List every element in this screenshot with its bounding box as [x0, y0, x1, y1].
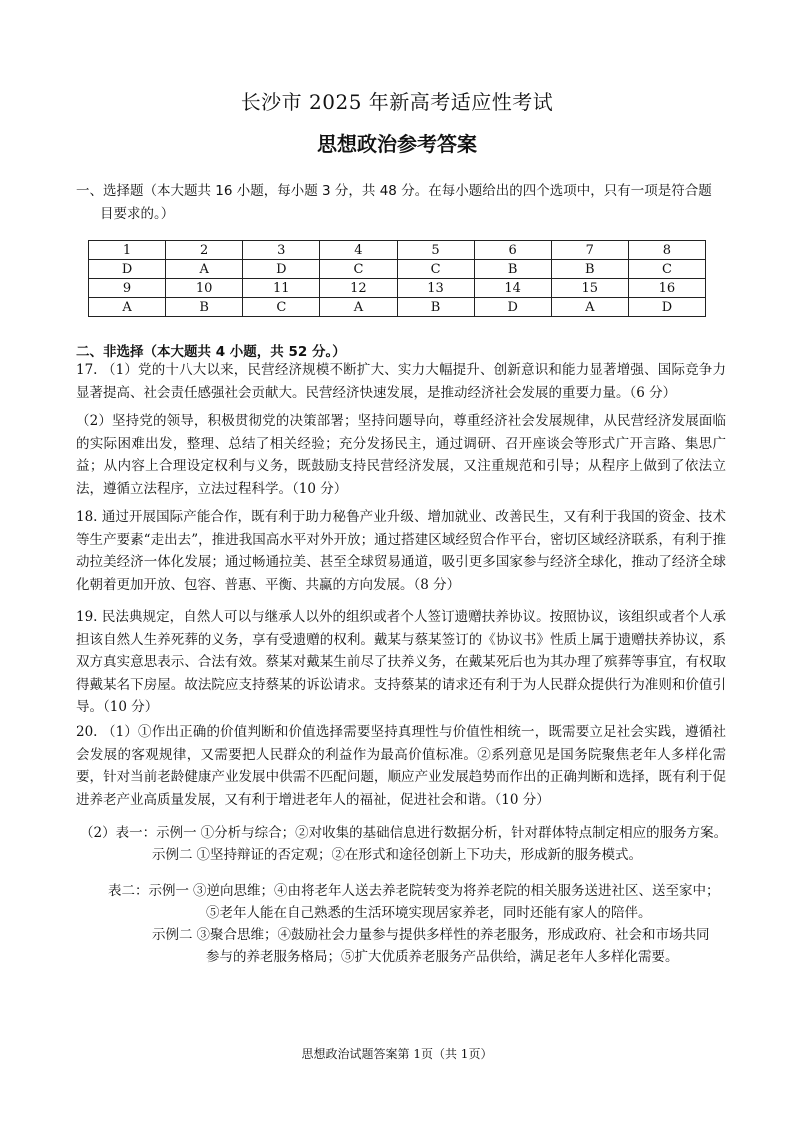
answer-row — [89, 298, 706, 317]
question-number-cell: 8 — [628, 241, 705, 260]
table2-label: 表二： — [108, 883, 149, 899]
answer-cell: C — [243, 298, 320, 317]
answer-cell: B — [474, 260, 551, 279]
table2-example1-line1: ③逆向思维；④由将老年人送去养老院转变为将养老院的相关服务送进社区、送至家中； — [193, 883, 720, 899]
question-number-cell: 9 — [89, 279, 166, 298]
answer-20-part2-table1 — [80, 822, 727, 866]
answer-cell: C — [320, 260, 397, 279]
answer-cell: A — [320, 298, 397, 317]
question-number-row — [89, 241, 706, 260]
table1-example1-text: ①分析与综合；②对收集的基础信息进行数据分析，针对群体特点制定相应的服务方案。 — [200, 825, 728, 841]
question-number-cell: 5 — [397, 241, 474, 260]
question-number-cell: 14 — [474, 279, 551, 298]
section2-heading: 二、非选择（本大题共 4 小题，共 52 分。） — [76, 344, 346, 360]
answer-cell: A — [89, 298, 166, 317]
answer-cell: A — [166, 260, 243, 279]
table1-example2-text: ①坚持辩证的否定观；②在形式和途径创新上下功夫，形成新的服务模式。 — [196, 847, 642, 863]
table2-example2-line1: ③聚合思维；④鼓励社会力量参与提供多样性的养老服务，形成政府、社会和市场共同 — [196, 927, 710, 943]
answer-cell: D — [89, 260, 166, 279]
question-number-cell: 6 — [474, 241, 551, 260]
question-number-row — [89, 279, 706, 298]
answer-cell: B — [397, 298, 474, 317]
question-number-cell: 16 — [628, 279, 705, 298]
answer-cell: D — [474, 298, 551, 317]
table1-example2-label: 示例二 — [152, 847, 193, 863]
question-number-cell: 1 — [89, 241, 166, 260]
question-number-cell: 12 — [320, 279, 397, 298]
table2-example1-line2: ⑤老年人能在自己熟悉的生活环境实现居家养老，同时还能有家人的陪伴。 — [206, 905, 652, 921]
answer-table — [88, 240, 706, 317]
answer-17-part2: （2）坚持党的领导，积极贯彻党的决策部署；坚持问题导向，尊重经济社会发展规律，从民营经济发展面临的实际困难出发，整理、总结了相关经验；充分发扬民主，通过调研、召开座谈会等形式广开言路、集思广益；从内容上合理设定权利与义务，既鼓励支持民营经济发展，又注重规范和引导；从程序上做到了依法立法，遵循立法程序，立法过程科学。（10 分） — [76, 413, 726, 497]
table1-example1-label: 示例一 — [156, 825, 197, 841]
question-number-cell: 11 — [243, 279, 320, 298]
page-footer: 思想政治试题答案第 1页（共 1页） — [301, 1047, 493, 1061]
table2-example2-line2: 参与的养老服务格局；⑤扩大优质养老服务产品供给，满足老年人多样化需要。 — [206, 949, 679, 965]
table2-example2-label: 示例二 — [152, 927, 193, 943]
answer-cell: B — [166, 298, 243, 317]
answer-19: 19. 民法典规定，自然人可以与继承人以外的组织或者个人签订遗赠扶养协议。按照协议，该组织或者个人承担该自然人生养死葬的义务，享有受遗赠的权利。戴某与蔡某签订的《协议书》性质上属于遗赠扶养协议，系双方真实意思表示、合法有效。蔡某对戴某生前尽了扶养义务，在戴某死后也为其办理了殡葬等事宜，有权取得戴某名下房屋。故法院应支持蔡某的诉讼请求。支持蔡某的请求还有利于为人民群众提供行为准则和价值引导。（10 分） — [76, 609, 726, 715]
exam-title: 长沙市 2025 年新高考适应性考试 — [240, 90, 554, 114]
answer-row — [89, 260, 706, 279]
answer-17-part1: 17. （1）党的十八大以来，民营经济规模不断扩大、实力大幅提升、创新意识和能力显著增强、国际竞争力显著提高、社会责任感强社会贡献大。民营经济快速发展，是推动经济社会发展的重要力量。（6 分） — [76, 362, 726, 401]
answer-cell: B — [551, 260, 628, 279]
section1-heading-line2: 目要求的。） — [100, 206, 175, 222]
table1-label: （2）表一： — [80, 825, 157, 841]
question-number-cell: 13 — [397, 279, 474, 298]
question-number-cell: 3 — [243, 241, 320, 260]
document-subtitle: 思想政治参考答案 — [317, 132, 477, 156]
question-number-cell: 15 — [551, 279, 628, 298]
answer-18: 18. 通过开展国际产能合作，既有利于助力秘鲁产业升级、增加就业、改善民生，又有利于我国的资金、技术等生产要素“走出去”，推进我国高水平对外开放；通过搭建区域经贸合作平台，密切区域经济联系，有利于推动拉美经济一体化发展；通过畅通拉美、甚至全球贸易通道，吸引更多国家参与经济全球化，推动了经济全球化朝着更加开放、包容、普惠、平衡、共赢的方向发展。（8 分） — [76, 509, 726, 593]
question-number-cell: 10 — [166, 279, 243, 298]
answer-cell: C — [628, 260, 705, 279]
table2-example1-label: 示例一 — [148, 883, 189, 899]
answer-20-part1: 20. （1）①作出正确的价值判断和价值选择需要坚持真理性与价值性相统一，既需要立足社会实践，遵循社会发展的客观规律，又需要把人民群众的利益作为最高价值标准。②系列意见是国务院聚焦老年人多样化需要，针对当前老龄健康产业发展中供需不匹配问题，顺应产业发展趋势而作出的正确判断和选择，既有利于促进养老产业高质量发展，又有利于增进老年人的福祉，促进社会和谐。（10 分） — [76, 724, 726, 808]
answer-20-part2-table2 — [108, 880, 720, 968]
answer-cell: D — [628, 298, 705, 317]
section1-heading-line1: 一、选择题（本大题共 16 小题，每小题 3 分，共 48 分。在每小题给出的四个选项中，只有一项是符合题 — [76, 183, 712, 199]
answer-cell: A — [551, 298, 628, 317]
question-number-cell: 7 — [551, 241, 628, 260]
answer-cell: C — [397, 260, 474, 279]
question-number-cell: 4 — [320, 241, 397, 260]
section1-heading — [76, 180, 726, 226]
question-number-cell: 2 — [166, 241, 243, 260]
answer-cell: D — [243, 260, 320, 279]
